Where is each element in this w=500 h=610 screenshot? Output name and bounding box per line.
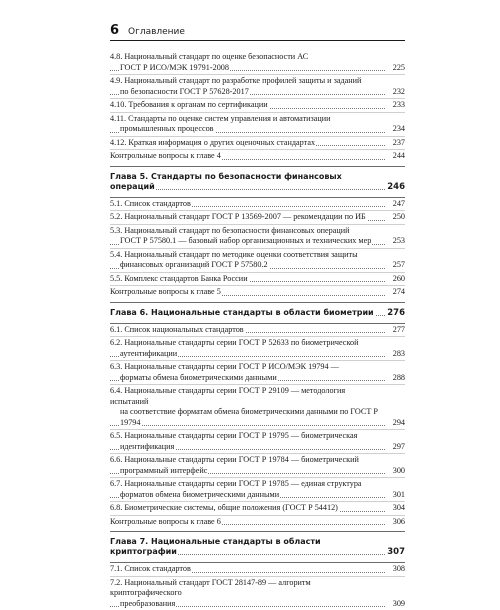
toc-line-text bbox=[110, 479, 383, 490]
toc-line-text bbox=[110, 373, 383, 384]
toc-text: 5.3. Национальный стандарт по безопасности финансовых операций bbox=[110, 226, 351, 235]
toc-text: Контрольные вопросы к главе 4 bbox=[110, 151, 222, 160]
chapter-heading[interactable] bbox=[110, 166, 405, 198]
toc-entry[interactable] bbox=[110, 248, 405, 272]
toc-line-text bbox=[110, 212, 383, 223]
toc-entry[interactable] bbox=[110, 336, 405, 360]
running-header bbox=[110, 24, 405, 40]
toc-text: 4.11. Стандарты по оценке систем управления и автоматизации bbox=[110, 114, 332, 123]
toc-text: 4.8. Национальный стандарт по оценке безопасности АС bbox=[110, 52, 309, 61]
toc-text: идентификация bbox=[120, 442, 175, 451]
toc-text: 6.7. Национальные стандарты серии ГОСТ Р 19785 — единая структура bbox=[110, 479, 363, 488]
toc-entry[interactable] bbox=[110, 198, 405, 211]
toc-line-text bbox=[110, 138, 383, 149]
toc-line bbox=[110, 503, 405, 514]
chapter-page-number: 307 bbox=[385, 547, 405, 557]
toc-text: 6.3. Национальные стандарты серии ГОСТ Р ИСО/МЭК 19794 — bbox=[110, 362, 340, 371]
toc-line-text bbox=[110, 124, 383, 135]
toc-page-number: 288 bbox=[391, 373, 405, 384]
header-rule bbox=[110, 40, 405, 41]
toc-entry[interactable] bbox=[110, 324, 405, 337]
chapter-heading[interactable] bbox=[110, 531, 405, 563]
toc-line-text bbox=[110, 236, 383, 247]
toc-text: 6.5. Национальные стандарты серии ГОСТ Р 19795 — биометрическая bbox=[110, 431, 358, 440]
toc-text: форматов обмена биометрическими данными bbox=[120, 490, 280, 499]
toc-line-text bbox=[110, 503, 383, 514]
chapter-page-number: 246 bbox=[385, 182, 405, 192]
page-number: 6 bbox=[110, 24, 119, 38]
toc-line-text bbox=[110, 274, 383, 285]
toc-line bbox=[110, 212, 405, 223]
chapter-row bbox=[110, 172, 405, 192]
toc-line-text bbox=[110, 114, 383, 125]
chapter-title bbox=[110, 308, 383, 318]
toc-text: 4.9. Национальный стандарт по разработке профилей защиты и заданий bbox=[110, 76, 362, 85]
toc-line bbox=[110, 274, 405, 285]
toc-line-text bbox=[110, 455, 383, 466]
toc-line-text bbox=[110, 52, 383, 63]
toc-line-text bbox=[110, 578, 383, 599]
toc-entry[interactable] bbox=[110, 98, 405, 112]
toc-line-text bbox=[110, 199, 383, 210]
toc-entry[interactable] bbox=[110, 384, 405, 429]
toc-page-number: 297 bbox=[391, 442, 405, 453]
chapter-title-text: Глава 5. Стандарты по безопасности финансовых операций bbox=[110, 172, 342, 191]
toc-line bbox=[110, 431, 405, 442]
toc-page-number: 274 bbox=[391, 287, 405, 298]
toc-line-text bbox=[110, 386, 383, 407]
toc-text: 4.10. Требования к органам по сертификации bbox=[110, 100, 269, 109]
chapter-title-text: Глава 7. Национальные стандарты в области криптографии bbox=[110, 537, 321, 556]
toc-page-number: 250 bbox=[391, 212, 405, 223]
chapter-row bbox=[110, 537, 405, 557]
toc-line bbox=[110, 442, 405, 453]
toc-entry[interactable] bbox=[110, 515, 405, 529]
toc-page-number: 257 bbox=[391, 260, 405, 271]
toc-line-text bbox=[110, 599, 383, 610]
toc-line-text bbox=[110, 76, 383, 87]
toc-entry[interactable] bbox=[110, 453, 405, 477]
toc-text: Контрольные вопросы к главе 5 bbox=[110, 287, 222, 296]
toc-line bbox=[110, 87, 405, 98]
toc-text: 6.4. Национальные стандарты серии ГОСТ Р 29109 — методология испытаний bbox=[110, 386, 345, 406]
toc-line-text bbox=[110, 87, 383, 98]
toc-text: форматы обмена биометрическими данными bbox=[120, 373, 278, 382]
toc-text: ГОСТ Р 57580.1 — базовый набор организационных и технических мер bbox=[120, 236, 372, 245]
toc-entry[interactable] bbox=[110, 112, 405, 136]
chapter-page-number: 276 bbox=[385, 308, 405, 318]
toc-entry[interactable] bbox=[110, 74, 405, 98]
toc-text: 4.12. Краткая информация о других оценочных стандартах bbox=[110, 138, 316, 147]
toc-entry[interactable] bbox=[110, 149, 405, 163]
toc-line bbox=[110, 52, 405, 63]
toc-page-number: 304 bbox=[391, 503, 405, 514]
toc-text: 6.6. Национальные стандарты серии ГОСТ Р 19784 — биометрический bbox=[110, 455, 360, 464]
toc-text: 7.1. Список стандартов bbox=[110, 564, 192, 573]
toc-entry[interactable] bbox=[110, 429, 405, 453]
toc-text: 6.2. Национальные стандарты серии ГОСТ Р 52633 по биометрической bbox=[110, 338, 359, 347]
toc-line bbox=[110, 599, 405, 610]
toc-line bbox=[110, 479, 405, 490]
toc-line bbox=[110, 124, 405, 135]
toc-entry[interactable] bbox=[110, 576, 405, 610]
dot-leader bbox=[110, 425, 385, 426]
toc-page-number: 233 bbox=[391, 100, 405, 111]
toc-entry[interactable] bbox=[110, 285, 405, 299]
toc-text: 5.4. Национальный стандарт по методике оценки соответствия защиты bbox=[110, 250, 359, 259]
toc-page-number: 244 bbox=[391, 151, 405, 162]
toc-line bbox=[110, 564, 405, 575]
toc-page-number: 260 bbox=[391, 274, 405, 285]
toc-page-number: 234 bbox=[391, 124, 405, 135]
toc-line bbox=[110, 578, 405, 599]
toc-line bbox=[110, 151, 405, 162]
toc-page-number: 237 bbox=[391, 138, 405, 149]
toc-line bbox=[110, 349, 405, 360]
toc-line-text bbox=[110, 362, 383, 373]
toc-page-number: 247 bbox=[391, 199, 405, 210]
toc-entry[interactable] bbox=[110, 51, 405, 74]
toc-line-text bbox=[110, 287, 383, 298]
toc-page-number: 253 bbox=[391, 236, 405, 247]
chapter-title-text: Глава 6. Национальные стандарты в области биометрии bbox=[110, 308, 375, 317]
toc-line bbox=[110, 373, 405, 384]
toc-line-text bbox=[110, 490, 383, 501]
toc-line-text bbox=[110, 466, 383, 477]
toc-page-number: 300 bbox=[391, 466, 405, 477]
toc-entry[interactable] bbox=[110, 136, 405, 150]
toc-line bbox=[110, 236, 405, 247]
chapter-heading[interactable] bbox=[110, 302, 405, 324]
toc-entry[interactable] bbox=[110, 501, 405, 515]
toc-line bbox=[110, 114, 405, 125]
toc-line-text bbox=[110, 325, 383, 336]
toc-text: финансовых организаций ГОСТ Р 57580.2 bbox=[120, 260, 269, 269]
toc-text: ГОСТ Р ИСО/МЭК 19791-2008 bbox=[120, 63, 230, 72]
toc-page-number: 225 bbox=[391, 63, 405, 74]
toc-line-text bbox=[110, 564, 383, 575]
toc-line bbox=[110, 455, 405, 466]
toc-line-text bbox=[110, 442, 383, 453]
toc-line bbox=[110, 199, 405, 210]
toc-text: аутентификации bbox=[120, 349, 178, 358]
toc-line bbox=[110, 287, 405, 298]
toc-page-number: 232 bbox=[391, 87, 405, 98]
toc-line-text bbox=[110, 349, 383, 360]
toc-line-text bbox=[110, 250, 383, 261]
toc-page-number: 283 bbox=[391, 349, 405, 360]
toc-line bbox=[110, 466, 405, 477]
toc-text: преобразования bbox=[120, 599, 176, 608]
toc-text: программный интерфейс bbox=[120, 466, 208, 475]
toc-line-text bbox=[110, 431, 383, 442]
toc-text: по безопасности ГОСТ Р 57628-2017 bbox=[120, 87, 250, 96]
toc-line bbox=[110, 250, 405, 261]
toc-line bbox=[110, 362, 405, 373]
toc-line-text bbox=[110, 517, 383, 528]
toc-entry[interactable] bbox=[110, 224, 405, 248]
toc-text: 5.5. Комплекс стандартов Банка России bbox=[110, 274, 249, 283]
toc-text: промышленных процессов bbox=[120, 124, 215, 133]
toc-text: 7.2. Национальный стандарт ГОСТ 28147-89 — алгоритм криптографического bbox=[110, 578, 311, 598]
toc-line-text bbox=[110, 63, 383, 74]
toc-page-number: 277 bbox=[391, 325, 405, 336]
toc-line-text bbox=[110, 226, 383, 237]
toc-line bbox=[110, 226, 405, 237]
toc-text: 5.2. Национальный стандарт ГОСТ Р 13569-2007 — рекомендации по ИБ bbox=[110, 212, 367, 221]
table-of-contents bbox=[110, 51, 405, 610]
toc-line bbox=[110, 386, 405, 407]
toc-line bbox=[110, 325, 405, 336]
toc-entry[interactable] bbox=[110, 563, 405, 576]
toc-line bbox=[110, 138, 405, 149]
toc-line bbox=[110, 490, 405, 501]
toc-text: на соответствие форматам обмена биометрическими данными по ГОСТ Р 19794 bbox=[120, 407, 378, 427]
toc-line bbox=[110, 100, 405, 111]
toc-page-number: 301 bbox=[391, 490, 405, 501]
toc-text: Контрольные вопросы к главе 6 bbox=[110, 517, 222, 526]
toc-page-number: 294 bbox=[391, 418, 405, 429]
toc-page-number: 306 bbox=[391, 517, 405, 528]
toc-line bbox=[110, 338, 405, 349]
toc-entry[interactable] bbox=[110, 360, 405, 384]
toc-entry[interactable] bbox=[110, 477, 405, 501]
toc-text: 6.1. Список национальных стандартов bbox=[110, 325, 245, 334]
toc-text: 5.1. Список стандартов bbox=[110, 199, 192, 208]
toc-line-text bbox=[110, 260, 383, 271]
toc-line-text bbox=[110, 151, 383, 162]
toc-line-text bbox=[110, 338, 383, 349]
toc-page-number: 309 bbox=[391, 599, 405, 610]
toc-line bbox=[110, 407, 405, 428]
chapter-row bbox=[110, 308, 405, 318]
toc-line bbox=[110, 63, 405, 74]
toc-line bbox=[110, 76, 405, 87]
toc-line-text bbox=[110, 100, 383, 111]
toc-page-number: 308 bbox=[391, 564, 405, 575]
toc-entry[interactable] bbox=[110, 272, 405, 286]
toc-entry[interactable] bbox=[110, 210, 405, 224]
toc-text: 6.8. Биометрические системы, общие положения (ГОСТ Р 54412) bbox=[110, 503, 339, 512]
toc-line bbox=[110, 260, 405, 271]
toc-line bbox=[110, 517, 405, 528]
header-title: Оглавление bbox=[128, 26, 185, 38]
